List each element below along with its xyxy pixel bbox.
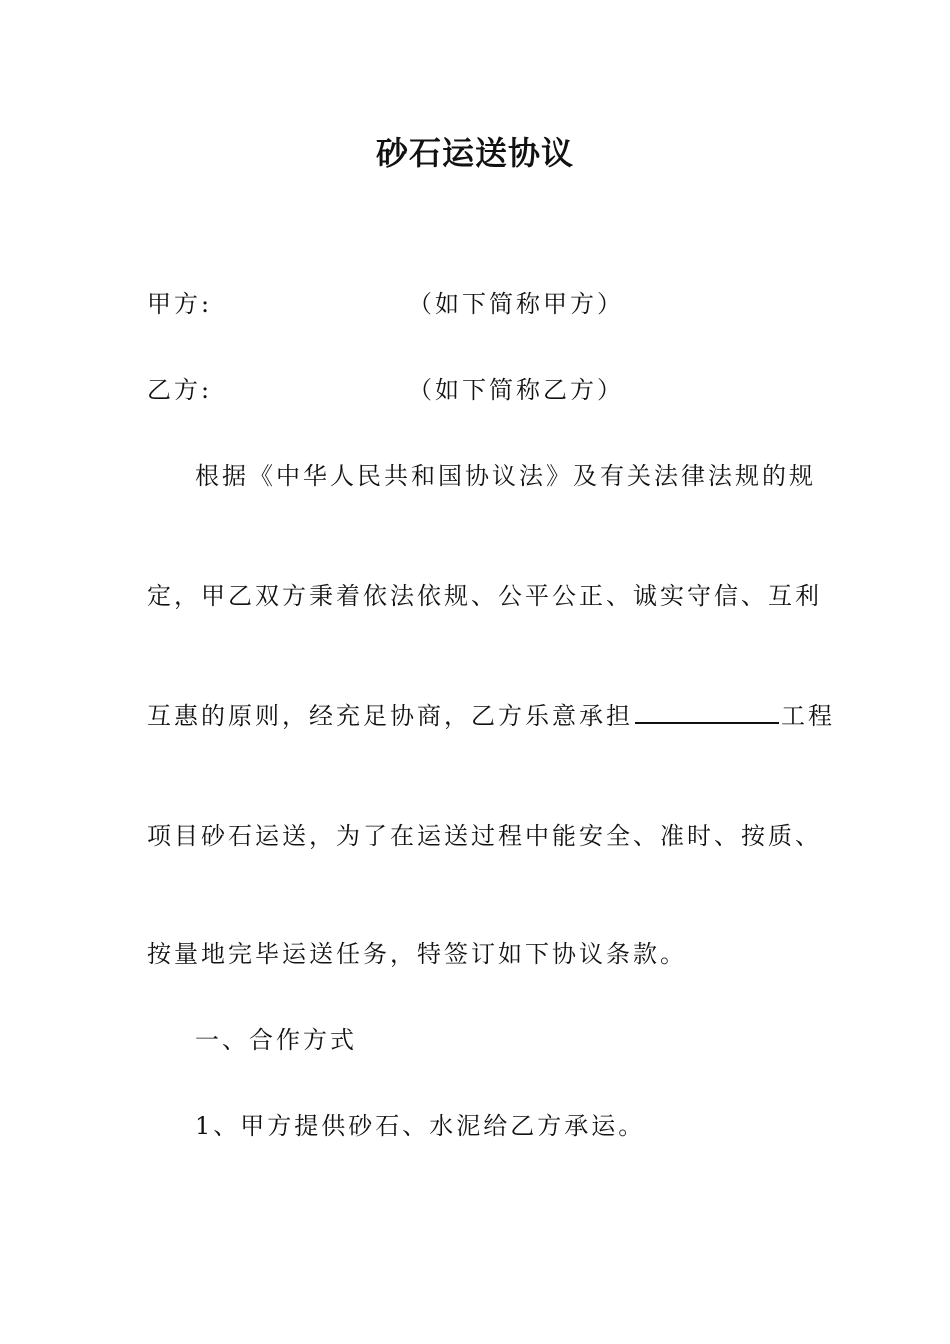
paragraph-line-3-end: 工程	[781, 702, 835, 730]
section-heading-cooperation: 一、合作方式	[195, 1026, 357, 1054]
clause-item-1: 1、甲方提供砂石、水泥给乙方承运。	[195, 1112, 646, 1140]
paragraph-line-3-start: 互惠的原则，经充足协商，乙方乐意承担	[147, 702, 633, 730]
paragraph-line-4: 项目砂石运送，为了在运送过程中能安全、准时、按质、	[147, 822, 822, 850]
party-b-note: （如下简称乙方）	[408, 376, 624, 404]
party-a-note: （如下简称甲方）	[408, 290, 624, 318]
document-title: 砂石运送协议	[375, 134, 574, 172]
paragraph-line-2: 定，甲乙双方秉着依法依规、公平公正、诚实守信、互利	[147, 582, 822, 610]
paragraph-line-5: 按量地完毕运送任务，特签订如下协议条款。	[147, 940, 687, 968]
paragraph-line-1: 根据《中华人民共和国协议法》及有关法律法规的规	[195, 462, 816, 490]
party-a-label: 甲方:	[147, 290, 213, 318]
party-b-label: 乙方:	[147, 376, 213, 404]
paragraph-line-3	[147, 696, 835, 731]
project-name-blank	[635, 700, 779, 724]
